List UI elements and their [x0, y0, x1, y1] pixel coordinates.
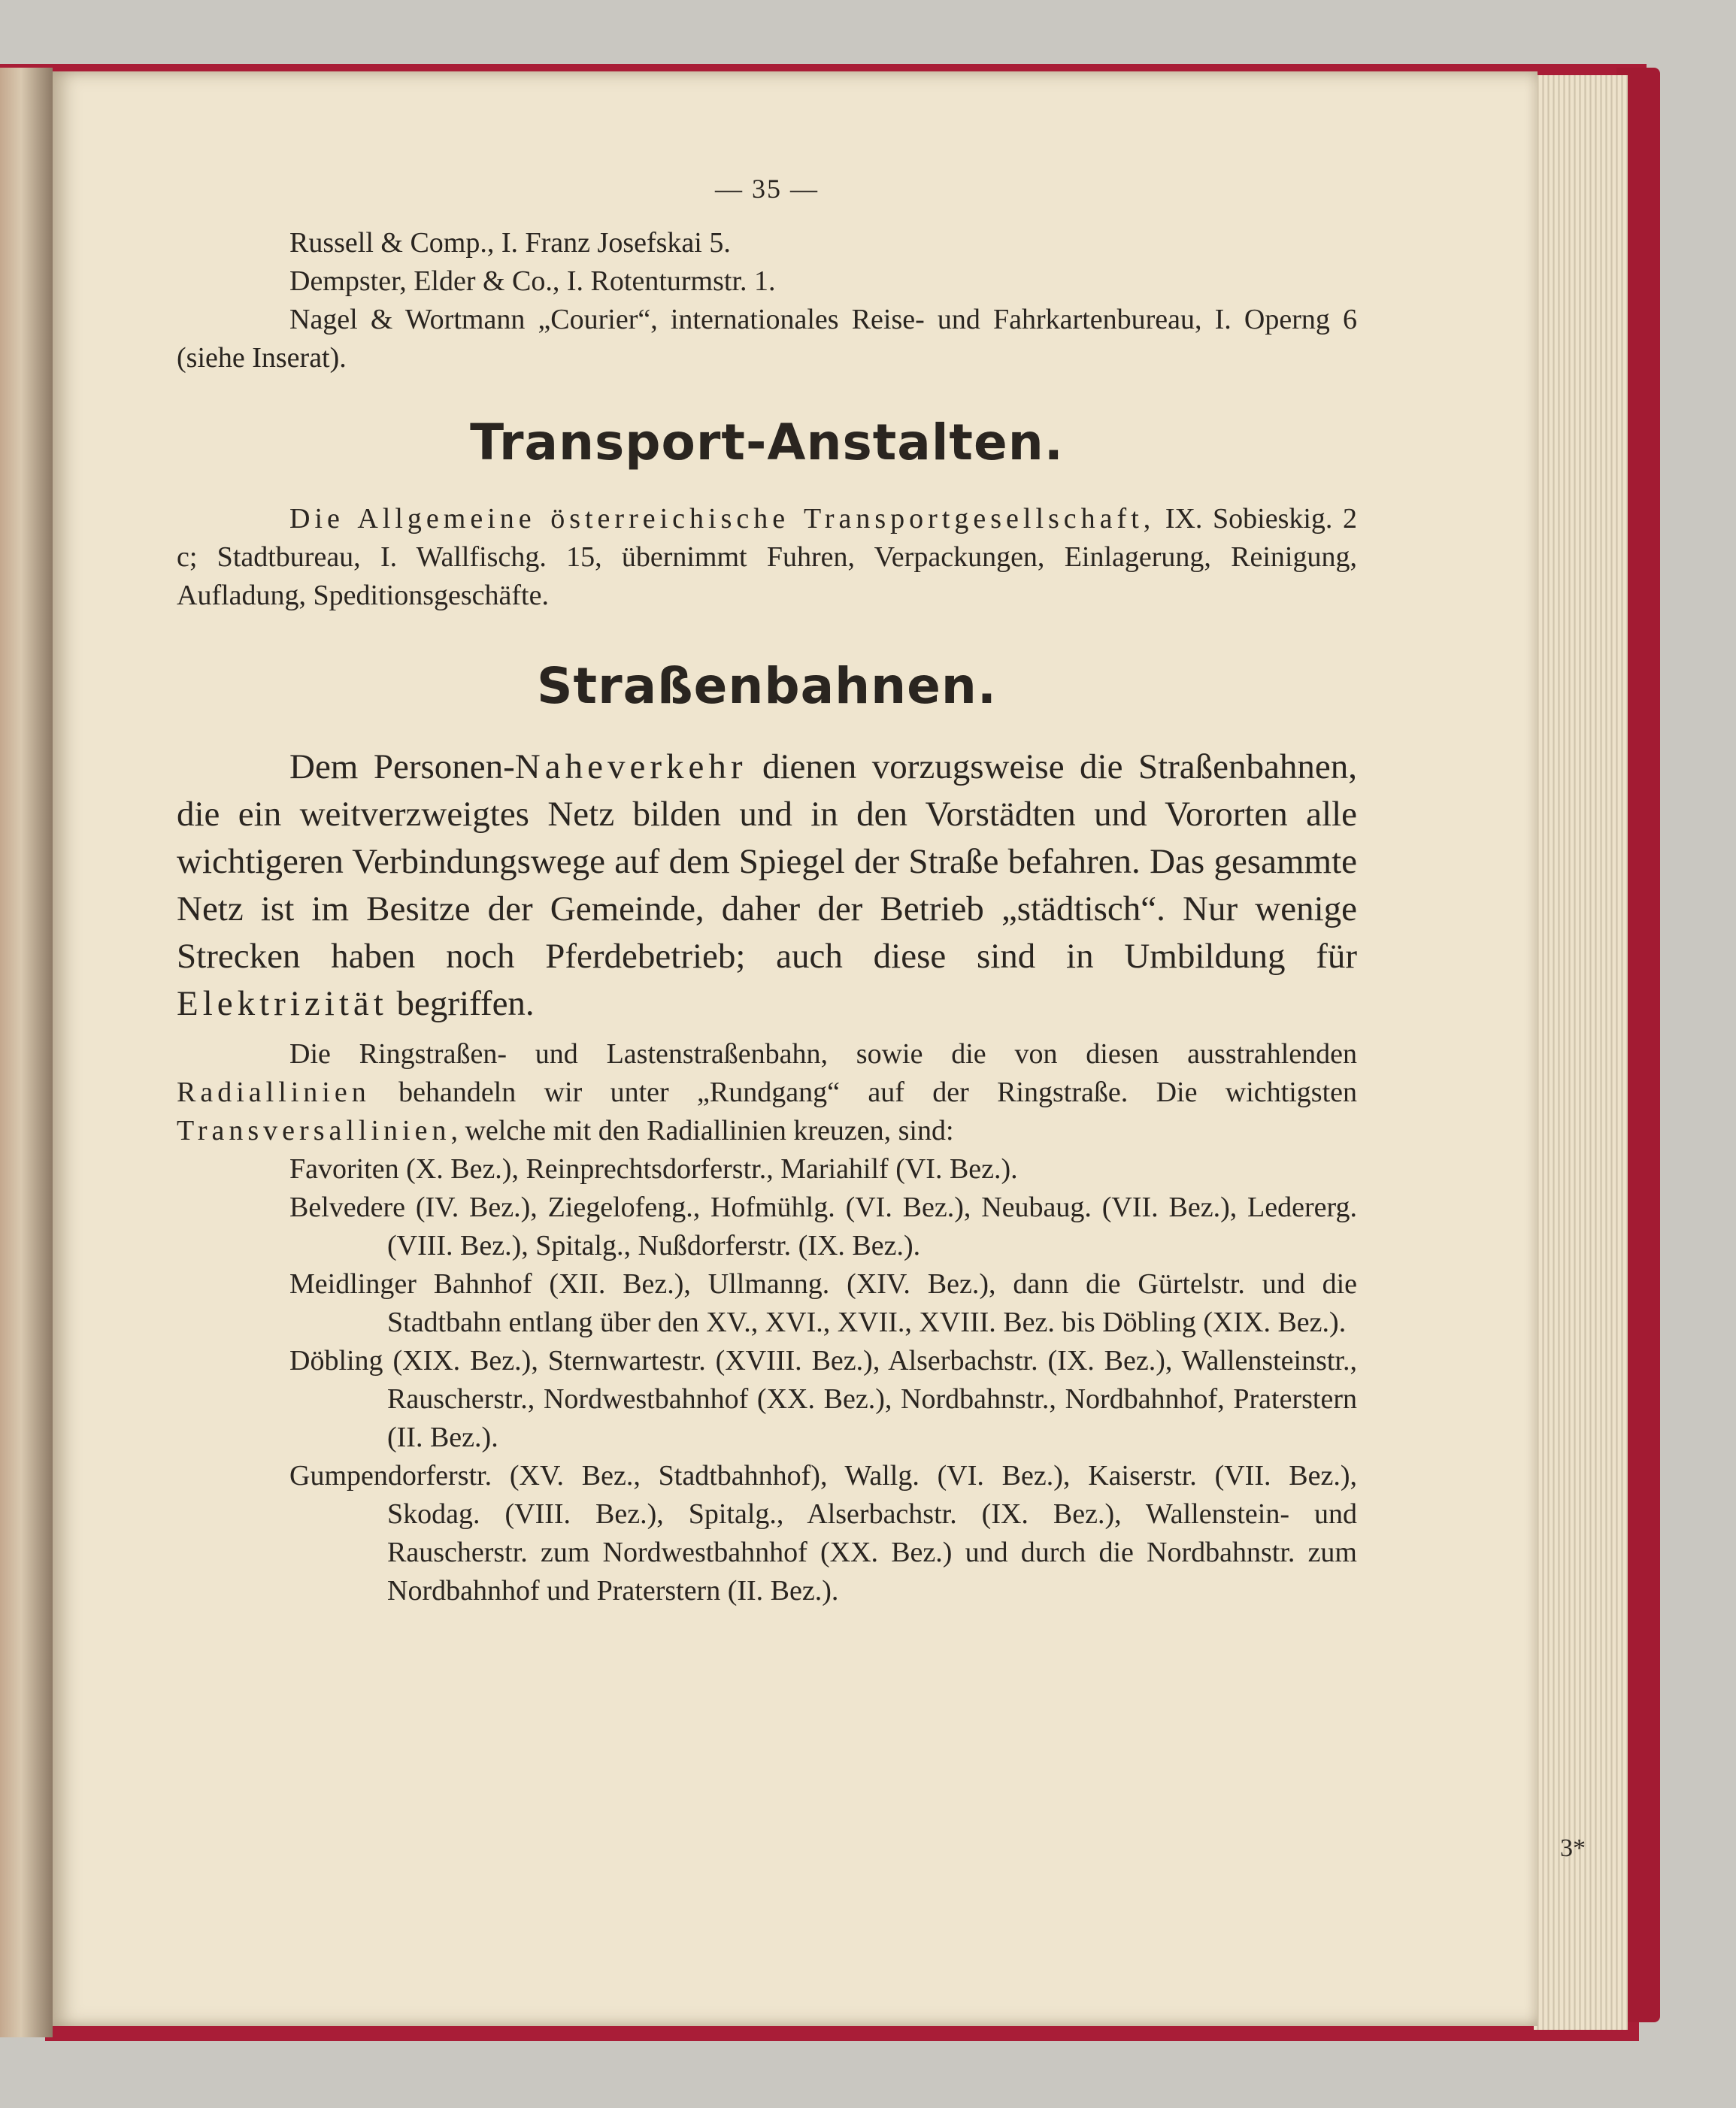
list-item: Russell & Comp., I. Franz Josefskai 5.	[289, 227, 731, 259]
book-gutter	[0, 68, 53, 2037]
route-entry: Belvedere (IV. Bez.), Ziegelofeng., Hofmühlg. (VI. Bez.), Neubaug. (VII. Bez.), Ledererg. (VIII. Bez.), Spitalg., Nußdorferstr. (IX. Bez.).	[289, 1192, 1357, 1261]
paragraph-strassenbahnen-intro	[177, 744, 1357, 1028]
page-number: — 35 —	[715, 174, 819, 204]
route-entry: Meidlinger Bahnhof (XII. Bez.), Ullmanng. (XIV. Bez.), dann die Gürtelstr. und die Stadtbahn entlang über den XV., XVI., XVII., XVIII. Bez. bis Döbling (XIX. Bez.).	[289, 1268, 1357, 1338]
text-run: , welche mit den Radiallinien kreuzen, sind:	[450, 1115, 954, 1146]
signature-mark: 3*	[1560, 1834, 1586, 1862]
text-run: begriffen.	[387, 984, 535, 1023]
text-spaced: Elektrizität	[177, 984, 388, 1023]
firms-list	[177, 224, 1357, 377]
text-run: Dem Personen-	[289, 747, 515, 786]
paragraph-transversallinien	[177, 1035, 1357, 1150]
text-spaced: Die Allgemeine österreichische Transportgesellschaft,	[289, 503, 1156, 535]
text-spaced: Radiallinien	[177, 1077, 371, 1108]
text-spaced: Naheverkehr	[514, 747, 747, 786]
text-run: IX. Sobieskig. 2 c; Stadtbureau, I. Wallfischg. 15, übernimmt Fuhren, Verpackungen, Einlagerung, Reinigung, Aufladung, Speditionsgeschäfte.	[177, 503, 1357, 611]
section-title-strassenbahnen: Straßenbahnen.	[537, 657, 997, 715]
list-item: Dempster, Elder & Co., I. Rotenturmstr. 1.	[289, 265, 776, 297]
text-run: Die Ringstraßen- und Lastenstraßenbahn, sowie die von diesen ausstrahlenden	[289, 1038, 1357, 1070]
route-entry: Favoriten (X. Bez.), Reinprechtsdorferstr., Mariahilf (VI. Bez.).	[289, 1153, 1018, 1185]
section-title-transport: Transport-Anstalten.	[470, 413, 1064, 471]
paragraph-transport	[177, 500, 1357, 615]
routes-list	[177, 1150, 1357, 1610]
route-entry: Döbling (XIX. Bez.), Sternwartestr. (XVIII. Bez.), Alserbachstr. (IX. Bez.), Wallensteinstr., Rauscherstr., Nordwestbahnhof (XX. Bez.), Nordbahnstr., Nordbahnhof, Praterstern (II. Bez.).	[289, 1345, 1357, 1453]
text-run: behandeln wir unter „Rundgang“ auf der Ringstraße. Die wichtigsten	[370, 1077, 1357, 1108]
text-spaced: Transversallinien	[177, 1115, 451, 1146]
page-text	[177, 173, 1357, 1610]
page-edges	[1534, 75, 1628, 2030]
list-item: Nagel & Wortmann „Courier“, internationales Reise- und Fahrkartenbureau, I. Operng 6 (siehe Inserat).	[177, 304, 1357, 374]
route-entry: Gumpendorferstr. (XV. Bez., Stadtbahnhof), Wallg. (VI. Bez.), Kaiserstr. (VII. Bez.), Skodag. (VIII. Bez.), Spitalg., Alserbachstr. (IX. Bez.), Wallenstein- und Rauscherstr. zum Nordwestbahnhof (XX. Bez.) und durch die Nordbahnstr. zum Nordbahnhof und Praterstern (II. Bez.).	[289, 1460, 1357, 1607]
text-run: dienen vorzugsweise die Straßenbahnen, die ein weitverzweigtes Netz bilden und in den Vorstädten und Vororten alle wichtigeren Verbindungswege auf dem Spiegel der Straße befahren. Das gesammte Netz ist im Besitze der Gemeinde, daher der Betrieb „städtisch“. Nur wenige Strecken haben noch Pferdebetrieb; auch diese sind in Umbildung für	[177, 747, 1357, 976]
